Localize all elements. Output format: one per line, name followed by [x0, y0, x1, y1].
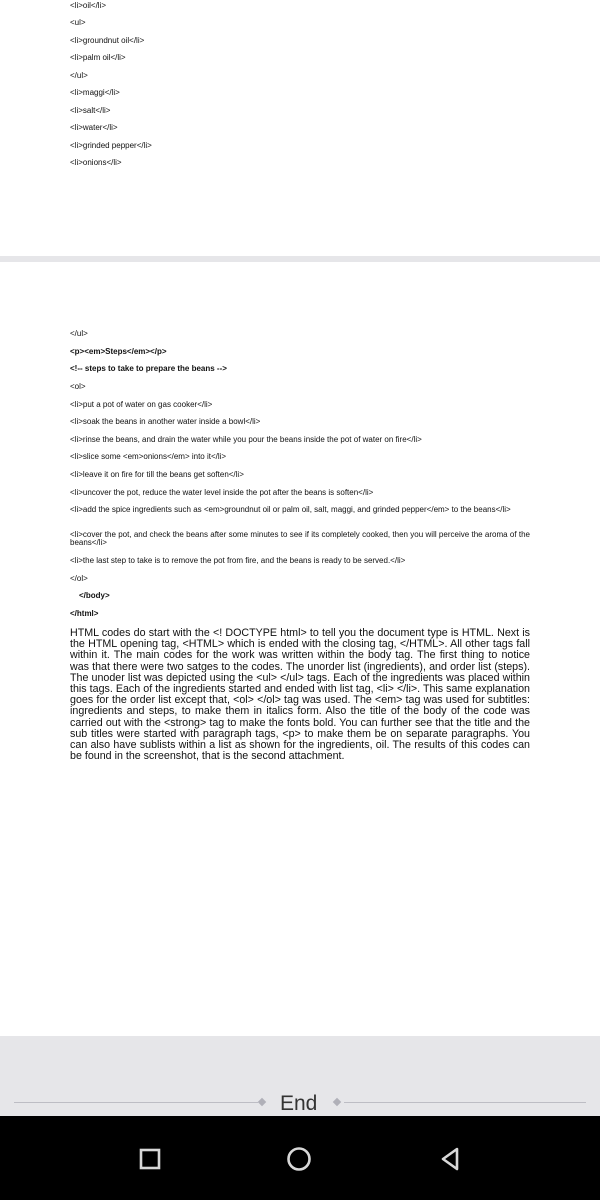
code-line: <li>soak the beans in another water inside a bowl</li>	[70, 417, 261, 426]
code-line: <p><em>Steps</em></p>	[70, 347, 167, 356]
code-comment-line: <!-- steps to take to prepare the beans -->	[70, 364, 227, 373]
end-divider-right	[344, 1102, 586, 1103]
code-line: <ol>	[70, 382, 86, 391]
code-line: <li>put a pot of water on gas cooker</li>	[70, 400, 213, 409]
system-navigation-bar	[0, 1116, 600, 1200]
code-line: </ul>	[70, 71, 88, 80]
back-icon[interactable]	[437, 1146, 463, 1172]
code-line: <li>palm oil</li>	[70, 53, 126, 62]
code-line: <li>maggi</li>	[70, 88, 120, 97]
diamond-icon	[258, 1098, 266, 1106]
code-line: <li>water</li>	[70, 123, 118, 132]
explanation-paragraph: HTML codes do start with the <! DOCTYPE html> to tell you the document type is HTML. Next is the HTML opening tag, <HTML> which is ended with the closing tag, </HTML>. All other tags fall within it. The main codes for the work was written within the body tag. The first thing to notice was that there were two satges to the codes. The unorder list (ingredients), and order list (steps). The unoder list was depicted using the <ul> </ul> tags. Each of the ingredients was placed within this tags. Each of the ingredients started and ended with list tag, <li> </li>. This same explanation goes for the order list except that, <ol> </ol> tag was used. The <em> tag was used for subtitles: ingredients and steps, to make them in italics form. Also the title of the body of the code was carried out with the <strong> tag to make the fonts bold. You can further see that the title and the sub titles were started with paragraph tags, <p> to make them be on separate paragraphs. You can also have sublists within a list as shown for the ingredients, oil. The results of this codes can be found in the screenshot, that is the second attachment.	[70, 627, 530, 763]
code-line: <li>cover the pot, and check the beans after some minutes to see if its completely cooked, then you will perceive the aroma of the beans</li>	[70, 530, 533, 547]
document-page-1	[0, 0, 600, 256]
home-icon[interactable]	[286, 1146, 312, 1172]
recent-apps-icon[interactable]	[137, 1146, 163, 1172]
end-of-document	[0, 1040, 600, 1116]
code-line: <li>the last step to take is to remove the pot from fire, and the beans is ready to be served.</li>	[70, 556, 406, 565]
code-line: <li>grinded pepper</li>	[70, 141, 152, 150]
diamond-icon	[333, 1098, 341, 1106]
document-page-2	[0, 262, 600, 1036]
code-line: <li>add the spice ingredients such as <em>groundnut oil or palm oil, salt, maggi, and grinded pepper</em> to the beans</li>	[70, 505, 511, 514]
code-line: <li>rinse the beans, and drain the water while you pour the beans inside the pot of water on fire</li>	[70, 435, 422, 444]
code-line: <li>oil</li>	[70, 1, 107, 10]
code-line: <ul>	[70, 18, 86, 27]
code-line: <li>leave it on fire for till the beans get soften</li>	[70, 470, 244, 479]
code-line: </html>	[70, 609, 99, 618]
end-divider-left	[14, 1102, 258, 1103]
code-line: <li>salt</li>	[70, 106, 111, 115]
end-label: End	[280, 1092, 318, 1115]
code-line: <li>slice some <em>onions</em> into it</li>	[70, 452, 227, 461]
code-line: </ul>	[70, 329, 88, 338]
code-line: <li>uncover the pot, reduce the water level inside the pot after the beans is soften</li>	[70, 488, 374, 497]
code-line: <li>onions</li>	[70, 158, 122, 167]
code-line: </ol>	[70, 574, 88, 583]
code-line: <li>groundnut oil</li>	[70, 36, 145, 45]
code-line: </body>	[79, 591, 110, 600]
